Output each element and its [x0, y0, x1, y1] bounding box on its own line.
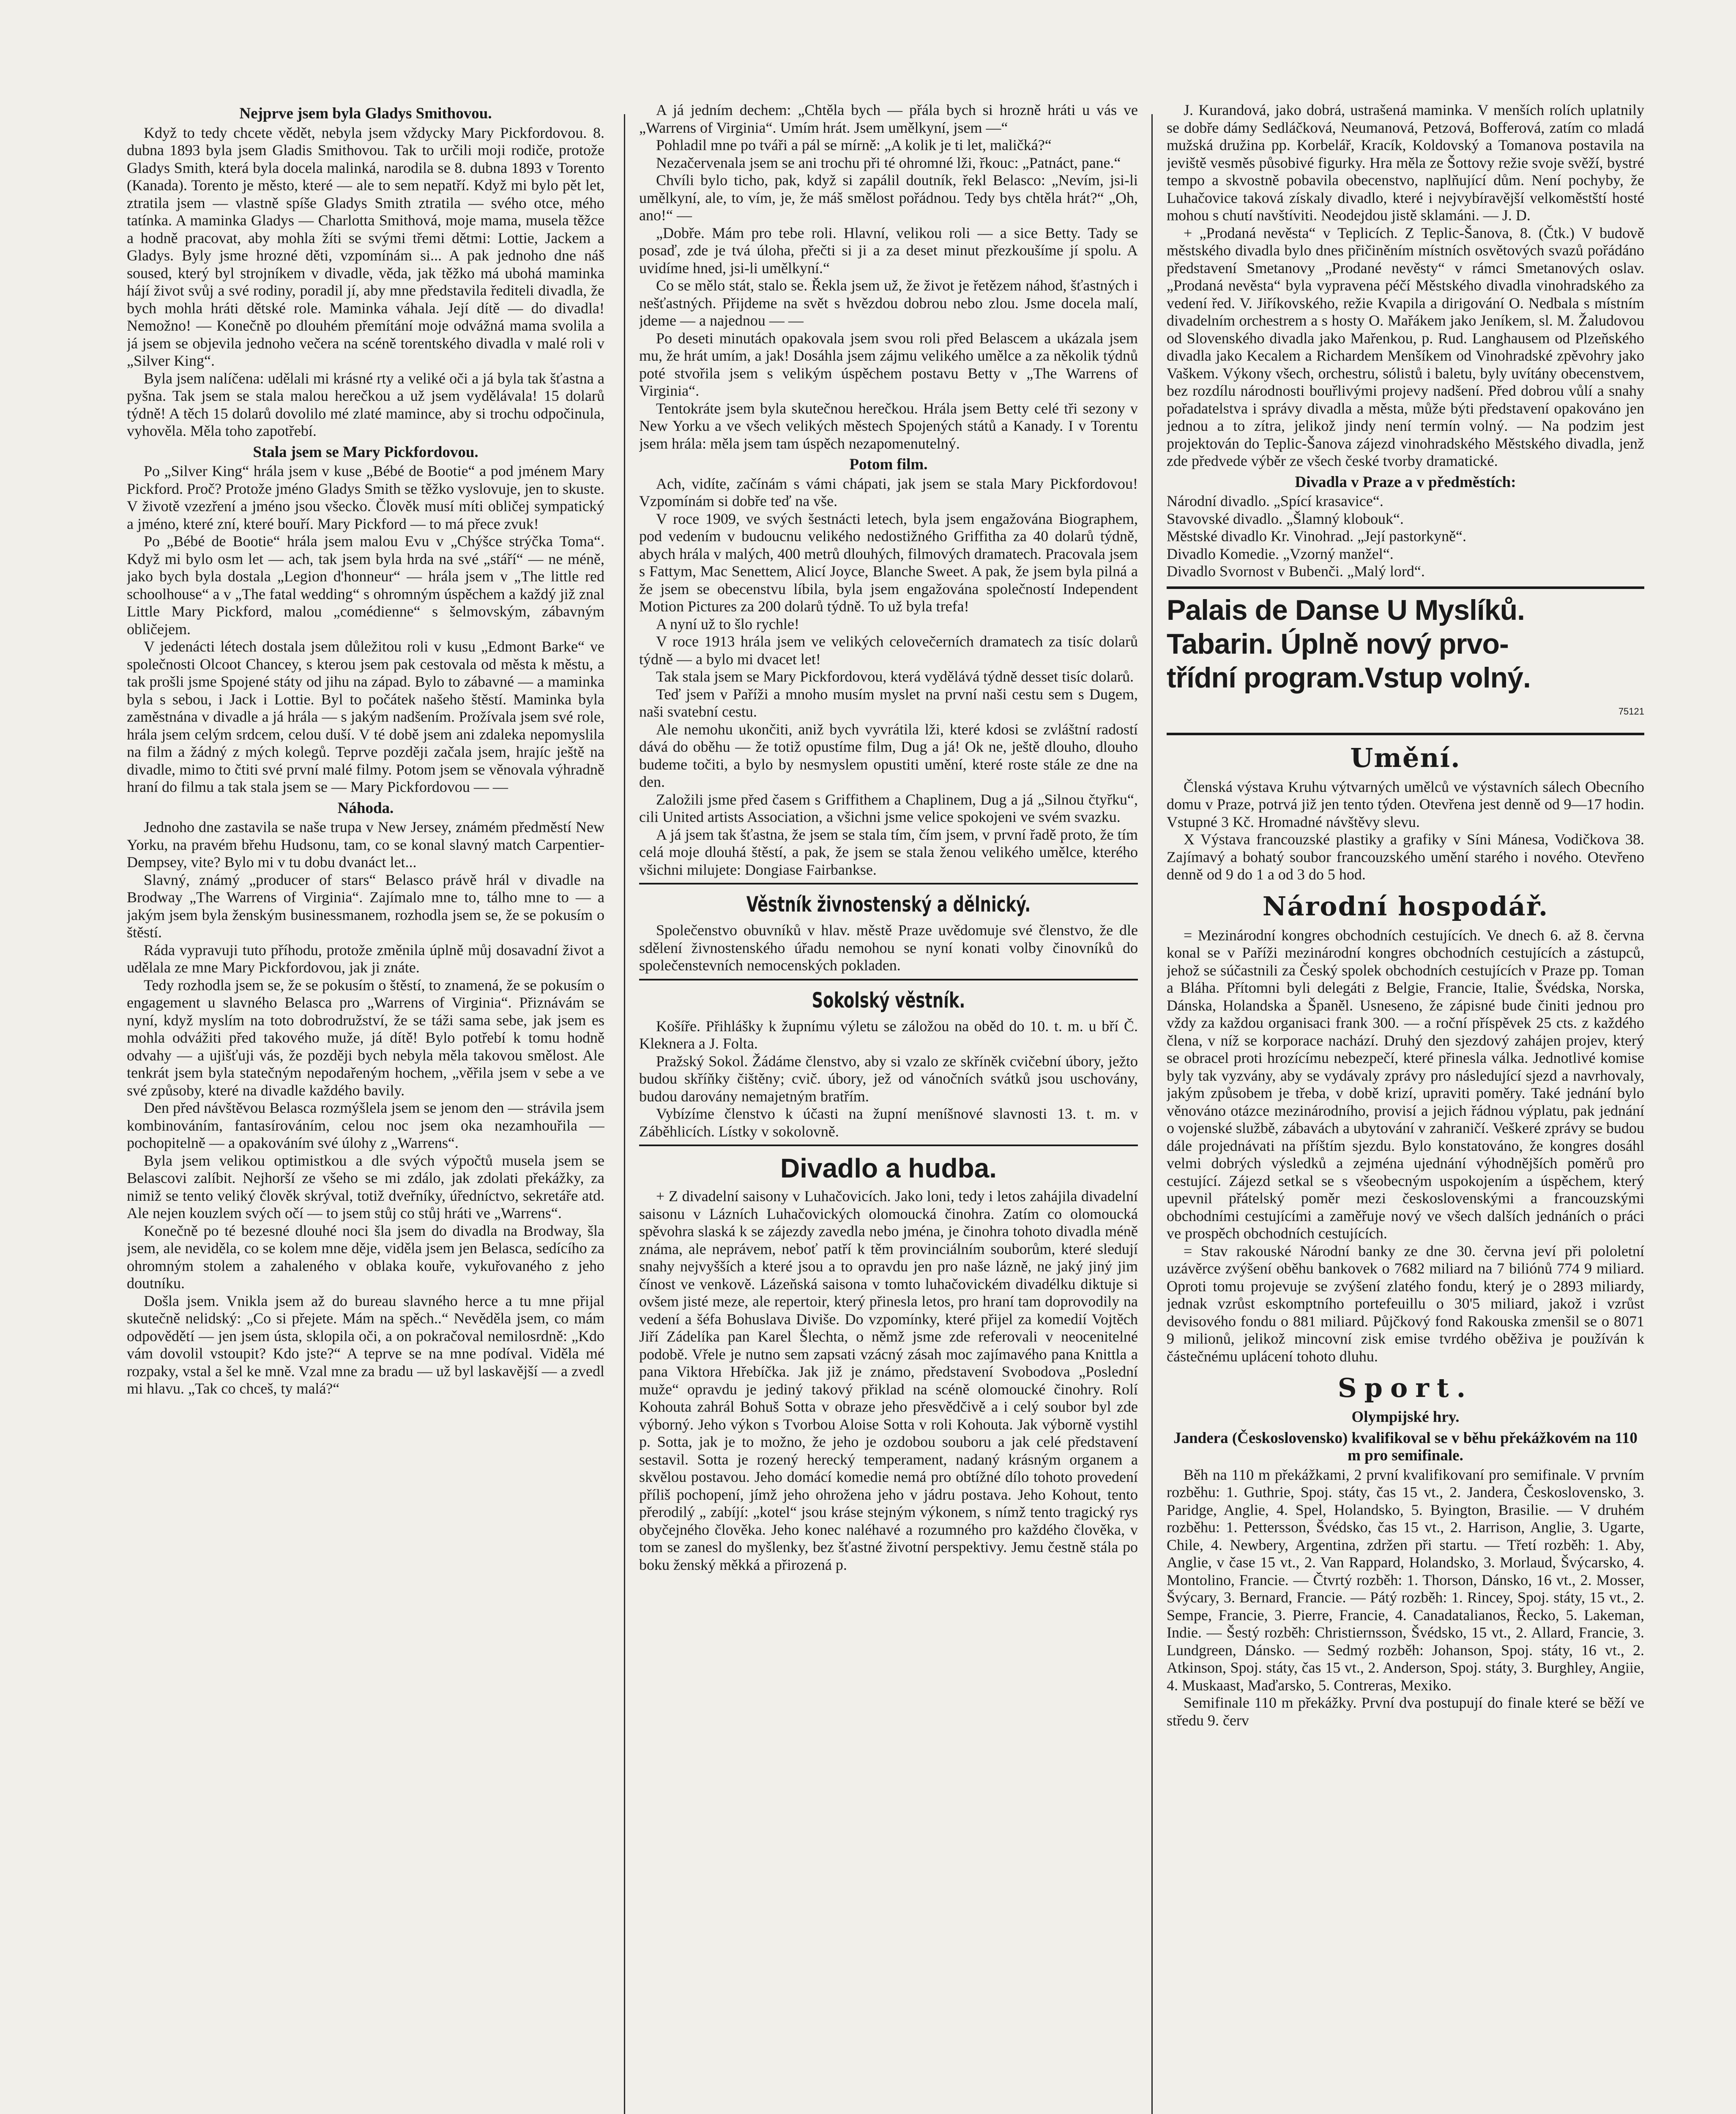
article-paragraph: Ráda vypravuji tuto příhodu, protože změnila úplně můj dosavadní život a udělala ze mne Mary Pickfordovou, jak ji znáte. — [127, 941, 604, 976]
article-heading: Divadla v Praze a v předměstích: — [1295, 473, 1516, 491]
article-paragraph: Pražský Sokol. Žádáme členstvo, aby si vzalo ze skříněk cvičební úbory, ježto budou skříňky čištěny; cvič. úbory, jež od vánočních svátků jsou uschovány, budou darovány nemajetným bratřím. — [639, 1052, 1138, 1105]
article-paragraph: „Dobře. Mám pro tebe roli. Hlavní, velikou roli — a sice Betty. Tady se posaď, zde je tvá úloha, přečti si ji a za deset minut přezkoušíme jí spolu. A uvidíme hned, jsi-li umělkyní.“ — [639, 224, 1138, 277]
article-paragraph: V jedenácti létech dostala jsem důležitou roli v kusu „Edmont Barke“ ve společnosti Olcoot Chancey, s kterou jsem pak cestovala od města k městu, a tak prošli jsme Spojené státy od jihu na západ. Bylo to zábavné — a maminka byla s sebou, i Jack i Lottie. Byl to počátek našeho štěstí. Maminka byla zaměstnána v divadle a já hrála — s jakým nadšením. Prožívala jsem své role, hrála jsem celým srdcem, celou duší. V té době jsem ani zdaleka nepomyslila na film a žádný z mých kolegů. Teprve později začala jsem, hrajíc ještě na divadle, mimo to čtiti své první malé filmy. Potom jsem se věnovala výhradně hraní do filmu a tak stala jsem se — Mary Pickfordovou — — — [127, 638, 604, 795]
column-middle — [639, 101, 1138, 2114]
section-heading: Sport. — [1337, 1372, 1474, 1403]
section-divider — [639, 883, 1138, 884]
article-paragraph: Po „Silver King“ hrála jsem v kuse „Bébé de Bootie“ a pod jménem Mary Pickford. Proč? Protože jméno Gladys Smith se těžko vyslovuje, jen to skuste. V životě vzezření a jméno jsou všecko. Člověk musí míti obličej sympatický a jméno, které zní, které bouří. Mary Pickford — to má přece zvuk! — [127, 463, 604, 532]
article-paragraph: Tedy rozhodla jsem se, že se pokusím o štěstí, to znamená, že se pokusím o engagement u slavného Belasca pro „Warrens of Virginia“. Přiznávám se nyní, když myslím na toto dobrodružství, že se táži sama sebe, jak jsem es mohla odvážiti před takového muže, já dítě! Bylo potřebí k tomu hodně odvahy — a ujišťuji vás, že později bych nebyla měla takovou smělost. Ale tenkrát jsem byla statečným nepodařeným hochem, „věřila jsem v sebe a ve své způsoby, které na divadle každého bavily. — [127, 976, 604, 1099]
article-paragraph: Semifinale 110 m překážky. První dva postupují do finale které se běží ve středu 9. červ — [1167, 1694, 1644, 1729]
article-paragraph: A já jsem tak šťastna, že jsem se stala tím, čím jsem, v první řadě proto, že tím celá moje dlouhá štěstí, a pak, že jsem se stala ženou velikého umělce, kterého všichni milujete: Dongiase Fairbankse. — [639, 826, 1138, 878]
article-heading: Potom film. — [849, 456, 928, 473]
article-paragraph: Nezačervenala jsem se ani trochu při té ohromné lži, řkouc: „Patnáct, pane.“ — [656, 154, 1121, 171]
theatre-listing — [1167, 493, 1644, 581]
article-paragraph: Tak stala jsem se Mary Pickfordovou, která vydělává týdně desset tisíc dolarů. — [656, 668, 1134, 685]
ad-line: Palais de Danse U Myslíků. — [1167, 594, 1525, 626]
section-heading: Sokolský věstník. — [812, 988, 965, 1013]
listing-item: Národní divadlo. „Spící krasavice“. — [1167, 493, 1383, 509]
article-paragraph: A nyní už to šlo rychle! — [656, 615, 799, 633]
article-heading: Nejprve jsem byla Gladys Smithovou. — [239, 105, 492, 122]
article-paragraph: Po „Bébé de Bootie“ hrála jsem malou Evu v „Chýšce strýčka Toma“. Když mi bylo osm let — ach, tak jsem byla hrda na své „stáří“ — ne méně, jako bych byla dostala „Legion d'honneur“ — hrála jsem v „The little red schoolhouse“ a v „The fatal wedding“ s ohromným úspěchem a každý již znal Little Mary Pickford, malou „comédienne“ s šelmovským, zábavným obličejem. — [127, 533, 604, 638]
listing-item: Divadlo Komedie. „Vzorný manžel“. — [1167, 545, 1394, 562]
article-heading: Jandera (Československo) kvalifikoval se v běhu překážkovém na 110 m pro semifinale. — [1173, 1429, 1638, 1464]
listing-item: Městské divadlo Kr. Vinohrad. „Její pastorkyně“. — [1167, 528, 1467, 545]
article-paragraph: Jednoho dne zastavila se naše trupa v New Jersey, známém předměstí New Yorku, na pravém břehu Hudsonu, tam, co se konal slavný match Carpentier-Dempsey, vite? Bylo mi v tu dobu dvanáct let... — [127, 819, 604, 871]
section-divider — [639, 979, 1138, 980]
article-paragraph: Byla jsem velikou optimistkou a dle svých výpočtů musela jsem se Belascovi zalíbit. Nejhorší ze všeho se mi zdálo, jak zdolati překážky, za nimiž se tento veliký člověk skrýval, totiž dveřníky, úředníctvo, sekretáře atd. Ale nejen kouzlem svých očí — to jsem stůj co stůj hráti ve „Warrens“. — [127, 1152, 604, 1221]
column-left — [127, 101, 604, 2114]
ad-line: třídní program.Vstup volný. — [1167, 661, 1531, 694]
article-paragraph: Teď jsem v Paříži a mnoho musím myslet na první naši cestu sem s Dugem, naši svatební cestu. — [639, 685, 1138, 720]
article-paragraph: Byla jsem nalíčena: udělali mi krásné rty a veliké oči a já byla tak šťastna a pyšna. Tak jsem se stala malou herečkou a už jsem vydělávala! 15 dolarů týdně! A těch 15 dolarů dovolilo mé zlaté mamince, aby si trochu odpočinula, vyhověla. Měla toho zapotřebí. — [127, 370, 604, 439]
article-heading: Olympijské hry. — [1351, 1408, 1460, 1426]
article-paragraph: Chvíli bylo ticho, pak, když si zapálil doutník, řekl Belasco: „Nevím, jsi-li umělkyní, ale, to vím, je, že máš smělost pořádnou. Tedy bys chtěla hrát?“ „Oh, ano!“ — — [639, 172, 1138, 224]
article-paragraph: Společenstvo obuvníků v hlav. městě Praze uvědomuje své členstvo, že dle sdělení živnostenského úřadu nemohou se nyní konati volby činovníků do společenstevních nemocenských pokladen. — [639, 922, 1138, 974]
section-heading: Věstník živnostenský a dělnický. — [746, 892, 1031, 917]
article-paragraph: Založili jsme před časem s Griffithem a Chaplinem, Dug a já „Silnou čtyřku“, cili United artists Association, a všichni jsme velice spokojeni ve svém svazku. — [639, 791, 1138, 825]
column-right — [1167, 101, 1644, 2114]
section-heading: Divadlo a hudba. — [780, 1153, 997, 1183]
article-paragraph: Ale nemohu ukončiti, aniž bych vyvrátila lži, které kdosi se zvláštní radostí dává do oběhu — že totiž opustíme film, Dug a já! Ok ne, ještě dlouho, dlouho budeme točiti, a bylo by nesmyslem opustiti umění, které roste stále ze dne na den. — [639, 720, 1138, 790]
article-paragraph: Vybízíme členstvo k účasti na župní meníšnové slavnosti 13. t. m. v Záběhlicích. Lístky v sokolovně. — [639, 1105, 1138, 1140]
listing-item: Divadlo Svornost v Bubenči. „Malý lord“. — [1167, 563, 1425, 580]
article-paragraph: Košíře. Přihlášky k župnímu výletu se záložou na oběd do 10. t. m. u bří Č. Kleknera a J. Folta. — [639, 1017, 1138, 1052]
article-paragraph: Členská výstava Kruhu výtvarných umělců ve výstavních sálech Obecního domu v Praze, potrvá již jen tento týden. Otevřena jest denně od 9—17 hodin. Vstupné 3 Kč. Hromadné návštěvy slevu. — [1167, 778, 1644, 830]
article-paragraph: X Výstava francouzské plastiky a grafiky v Síni Mánesa, Vodičkova 38. Zajímavý a bohatý soubor francouzského umění starého i nového. Otevřeno denně od 9 do 1 a od 3 do 5 hod. — [1167, 831, 1644, 883]
newspaper-page — [127, 101, 1644, 2114]
column-divider — [1151, 114, 1153, 2114]
article-paragraph: Běh na 110 m překážkami, 2 první kvalifikovaní pro semifinale. V prvním rozběhu: 1. Guthrie, Spoj. státy, čas 15 vt., 2. Jandera, Československo, 3. Paridge, Anglie, 4. Spel, Holandsko, 5. Byington, Brasilie. — V druhém rozběhu: 1. Pettersson, Švédsko, čas 15 vt., 2. Harrison, Anglie, 3. Ugarte, Chile, 4. Newbery, Argentina, zdržen při startu. — Třetí rozběh: 1. Aby, Anglie, v čase 15 vt., 2. Van Rappard, Holandsko, 3. Morlaud, Švýcarsko, 4. Montolino, Francie. — Čtvrtý rozběh: 1. Thorson, Dánsko, 16 vt., 2. Mosser, Švýcary, 3. Bernard, Francie. — Pátý rozběh: 1. Rincey, Spoj. státy, 15 vt., 2. Sempe, Francie, 3. Pierre, Francie, 4. Canadatalianos, Řecko, 5. Lakeman, Indie. — Šestý rozběh: Christiernsson, Švédsko, 15 vt., 2. Allard, Francie, 3. Lundgreen, Dánsko. — Sedmý rozběh: Johanson, Spoj. státy, 16 vt., 2. Atkinson, Spoj. státy, čas 15 vt., 2. Anderson, Spoj. státy, 3. Burghley, Angiie, 4. Muskaast, Maďarsko, 5. Contreras, Mexiko. — [1167, 1466, 1644, 1694]
section-heading: Národní hospodář. — [1262, 890, 1549, 922]
section-heading: Umění. — [1350, 742, 1461, 773]
article-paragraph: Den před návštěvou Belasca rozmýšlela jsem se jenom den — strávila jsem kombinováním, fantasírováním, celou noc jsem oka nezamhouřila — pochopitelně — a opakováním své úlohy z „Warrens“. — [127, 1099, 604, 1151]
article-paragraph: Pohladil mne po tváři a pál se mírně: „A kolik je ti let, maličká?“ — [656, 137, 1052, 153]
article-heading: Stala jsem se Mary Pickfordovou. — [253, 443, 478, 461]
article-paragraph: = Stav rakouské Národní banky ze dne 30. června jeví při pololetní uzávěrce zvýšení oběhu bankovek o 7682 miliard na 7 biliónů 774 9 miliard. Oproti tomu projevuje se zvýšení zlatého fondu, který je o 2893 miliardy, jednak vzrůst eskomptního portefeuillu o 30'5 miliard, jakož i vzrůst devisového fondu o 881 miliard. Půjčkový fond Rakouska zmenšil se o 8071 9 milionů, jelikož mincovní zisk emise tvrdého oběživa je používán k částečnému uplácení tohoto dluhu. — [1167, 1242, 1644, 1365]
article-paragraph: J. Kurandová, jako dobrá, ustrašená maminka. V menších rolích uplatnily se dobře dámy Sedláčková, Neumanová, Petzová, Bofferová, zatím co mladá mužská družina pp. Korbelář, Kracík, Koldovský a Tomanova postavila na jeviště vesměs působivé figurky. Hra měla ze Šottovy režie svoje svěží, bystré tempo a skvostně pobavila obecenstvo, naplňující dům. Není pochyby, že Luhačovice taková získaly divadlo, které i nejvybíravější velkoměstští hosté mohou s chutí navštíviti. Neodejdou jistě sklamáni. — J. D. — [1167, 101, 1644, 224]
article-paragraph: Došla jsem. Vnikla jsem až do bureau slavného herce a tu mne přijal skutečně nelidský: „Co si přejete. Mám na spěch..“ Nevěděla jsem, co mám odpovědětí — jen jsem ústa, sklopila oči, a on pokračoval nemilosrdně: „Kdo vám dovolil vstoupit? Kdo jste?“ A teprve se na mne podíval. Viděla mé rozpaky, vstal a šel ke mně. Vzal mne za bradu — už byl laskavější — a zvedl mi hlavu. „Tak co chceš, ty malá?“ — [127, 1292, 604, 1397]
article-paragraph: V roce 1909, ve svých šestnácti letech, byla jsem engažována Biographem, pod vedením v budoucnu velikého nedostižného Griffitha za 40 dolarů týdně, abych hrála v malých, 400 metrů dlouhých, filmových dramatech. Pracovala jsem s Fattym, Mac Senettem, Alicí Joyce, Blanche Sweet. A pak, že jsem byla pilná a že jsem se obecenstvu líbila, byla jsem engažována společností Independent Motion Pictures za 200 dolarů týdně. To už byla trefa! — [639, 510, 1138, 615]
article-paragraph: = Mezinárodní kongres obchodních cestujících. Ve dnech 6. až 8. června konal se v Paříži mezinárodní kongres obchodních cestujících a zástupců, jehož se súčastnili za Český spolek obchodních cestujících v Praze pp. Toman a Bláha. Přítomni byli delegáti z Belgie, Francie, Italie, Švédska, Norska, Dánska, Holandska a Španěl. Usneseno, že zápisné bude činiti jednou pro vždy za každou organisaci frank 300. — a roční příspěvek 25 cts. z každého člena, v níž se korporace nachází. Druhý den sjezdový zahájen projev, který se obracel proti hrozícímu nebezpečí, které přinesla válka. Jednotlivé komise byly tak vyzvány, aby se vydávaly zprávy pro následující sjezd a navrhovaly, jakým způsobem je třeba, v době krizí, upraviti poměry. Také jednání bylo věnováno otázce mezinárodního, provisí a jejich řádnou výplatu, pak jednání o vojenské službě, zábavách a ubytování v zahraničí. Veškeré zprávy se budou dále projednávati na příštím sjezdu. Bylo konstatováno, že kongres dosáhl velmi dobrých výsledků a zejména ujednání výhodnějších poměrů pro cestující. Zájezd setkal se s všeobecným uspokojením a úspěchem, který upevnil přátelský poměr mezi československými a francouzskými obchodními cestujícími a zaměřuje nový ve všech dalších jednáních o práci ve prospěch obchodních cestujících. — [1167, 926, 1644, 1242]
column-divider — [624, 114, 625, 2114]
article-paragraph: A já jedním dechem: „Chtěla bych — přála bych si hrozně hráti u vás ve „Warrens of Virginia“. Umím hrát. Jsem umělkyní, jsem —“ — [639, 101, 1138, 136]
article-paragraph: + Z divadelní saisony v Luhačovicích. Jako loni, tedy i letos zahájila divadelní saisonu v Lázních Luhačovických olomoucká činohra. Zatím co olomoucká spěvohra slaská k se zájezdy zavedla nebo jména, je činohra tohoto divadla méně známa, ale neprávem, neboť patří k těm provinciálním souborům, které sledují snahy nejvyšších a které jsou a to opravdu jen pro naše lázně, ne jaký jiný jim čínost ve venkově. Lázeňská saisona v tomto luhačovickém divadélku diktuje si ovšem jisté meze, ale repertoir, který přinesla letos, pro hraní tam doprovodily na vedení a šéfa Bohuslava Diviše. Do vzpomínky, které přijel za komedií Vojtěch Jiří Zádelíka pan Karel Šlechta, o němž jsme zde referovali v neocenitelné podobě. Vřele je nutno sem zapsati vzácný zásah moc zajímavého pana Knittla a pana Viktora Hřebíčka. Jak již je známo, představení Svobodova „Poslední muže“ opravdu je jediný takový přiklad na scéně olomoucké činohry. Rolí Kohouta zahrál Bohuš Sotta v obraze jeho přesvědčivě a i celý soubor byl zde výborný. Jeho výkon s Tvorbou Aloise Sotta v roli Kohouta. Jak výborně vystihl p. Sotta, jak je to možno, že jeho je ozdobou souboru a jak celé představení sestavil. Sotta je rozený herecký temperament, nadaný krásným organem a skvělou postavou. Jeho domácí komedie nemá pro obtížné dílo tohoto provedení příliš pochopení, jímž jeho ohrožena jeho v jádru postava. Jeho Kohout, tento přerodilý „ zabíjí: „kotel“ jsou kráse stejným výkonem, s nímž tento tragický rys obyčejného člověka. Jeho konec naléhavé a rozumného pro každého člověka, v tom se zanesl do myšlenky, bez šťastné životní perspektivy. Jemu čestně stála po boku ženský měkká a přirozená p. — [639, 1188, 1138, 1573]
article-paragraph: Ach, vidíte, začínám s vámi chápati, jak jsem se stala Mary Pickfordovou! Vzpomínám si dobře teď na vše. — [639, 475, 1138, 509]
article-paragraph: Slavný, známý „producer of stars“ Belasco právě hrál v divadle na Brodway „The Warrens of Virginia“. Zajímalo mne to, tálho mne to — a jakým jsem byla ženským businessmanem, rozhodla jsem se, že se pokusím o štěstí. — [127, 871, 604, 941]
article-paragraph: Tentokráte jsem byla skutečnou herečkou. Hrála jsem Betty celé tři sezony v New Yorku a ve všech velikých městech Spojených států a Kanady. I v Torentu jsem hrála: měla jsem tam úspěch nezapomenutelný. — [639, 400, 1138, 452]
article-paragraph: Když to tedy chcete vědět, nebyla jsem vždycky Mary Pickfordovou. 8. dubna 1893 byla jsem Gladis Smithovou. Tak to určili moji rodiče, protože Gladys Smith, která byla docela malinká, narodila se 8. dubna 1893 v Torento (Kanada). Torento je město, které — ale to sem nepatří. Když mi bylo pět let, ztratila jsem — vlastně spíše Gladys Smith ztratila — svého otce, mého tatínka. A maminka Gladys — Charlotta Smithová, moje mama, musela těžce a hodně pracovat, aby mohla žíti se svými třemi dětmi: Lottie, Jackem a Gladys. Byly jsme hrozné děti, vzpomínám si... A pak jednoho dne náš soused, který byl strojníkem v divadle, věda, jak těžko má ubohá maminka hájí život svůj a své rodiny, poradil jí, aby mne představila řediteli divadla, že bych mohla hráti dětské role. Maminka váhala. Její dítě — do divadla! Nemožno! — Konečně po dlouhém přemítání moje odvážná mama svolila a já jsem se objevila jednoho večera na scéně torentského divadla v malé roli v „Silver King“. — [127, 124, 604, 369]
ad-line: Tabarin. Úplně nový prvo- — [1167, 627, 1509, 660]
article-paragraph: Co se mělo stát, stalo se. Řekla jsem už, že život je řetězem náhod, šťastných i nešťastných. Přijdeme na svět s hvězdou dobrou nebo zlou. Jsme docela malí, jdeme — a najednou — — — [639, 277, 1138, 329]
advertisement — [1167, 586, 1644, 735]
article-paragraph: Konečně po té bezesné dlouhé noci šla jsem do divadla na Brodway, šla jsem, ale neviděla, co se kolem mne děje, viděla jsem jen Belasca, sedícího za ohromným stolem a zahaleného v oblaka kouře, vykuřovaného z jeho doutníku. — [127, 1222, 604, 1292]
article-paragraph: Po deseti minutách opakovala jsem svou roli před Belascem a ukázala jsem mu, že hrát umím, a jak! Dosáhla jsem zájmu velikého umělce a za několik týdnů poté stvořila jsem s velikým úspěchem postavu Betty v „The Warrens of Virginia“. — [639, 329, 1138, 399]
section-divider — [639, 1145, 1138, 1146]
ad-code: 75121 — [1618, 706, 1644, 717]
article-paragraph: + „Prodaná nevěsta“ v Teplicích. Z Teplic-Šanova, 8. (Čtk.) V budově městského divadla bylo dnes přičiněním místních osvětových svazů pořádáno představení Smetanovy „Prodané nevěsty“ v rámci Smetanových oslav. „Prodaná nevěsta“ byla vypravena péčí Městského divadla vinohradského za vedení řed. V. Jiříkovského, režie Kvapila a dirigování O. Nedbala s místním divadelním orchestrem a s hosty O. Mařákem jako Jeníkem, sl. M. Žaludovou od Slovenského divadla jako Mařenkou, p. Rud. Langhausem od Plzeňského divadla jako Kecalem a Richardem Menšíkem od Vinohradské zpěvohry jako Vaškem. Výkony všech, orchestru, sólistů i baletu, byly uvítány obecenstvem, bez rozdílu národnosti bouřlivými projevy nadšení. Před dobrou vůlí a snahy pořadatelstva i správy divadla a města, může býti představení opakováno jen jednou a to zítra, jelikož jindy není termín volný. — Na podzim jest projektován do Teplic-Šanova zájezd vinohradského Městského divadla, jenž zde předvede výběr ze všech české tvorby dramatické. — [1167, 224, 1644, 469]
listing-item: Stavovské divadlo. „Šlamný klobouk“. — [1167, 510, 1404, 527]
article-paragraph: V roce 1913 hrála jsem ve velikých celovečerních dramatech za tisíc dolarů týdně — a bylo mi dvacet let! — [639, 633, 1138, 668]
article-heading: Náhoda. — [337, 799, 394, 817]
